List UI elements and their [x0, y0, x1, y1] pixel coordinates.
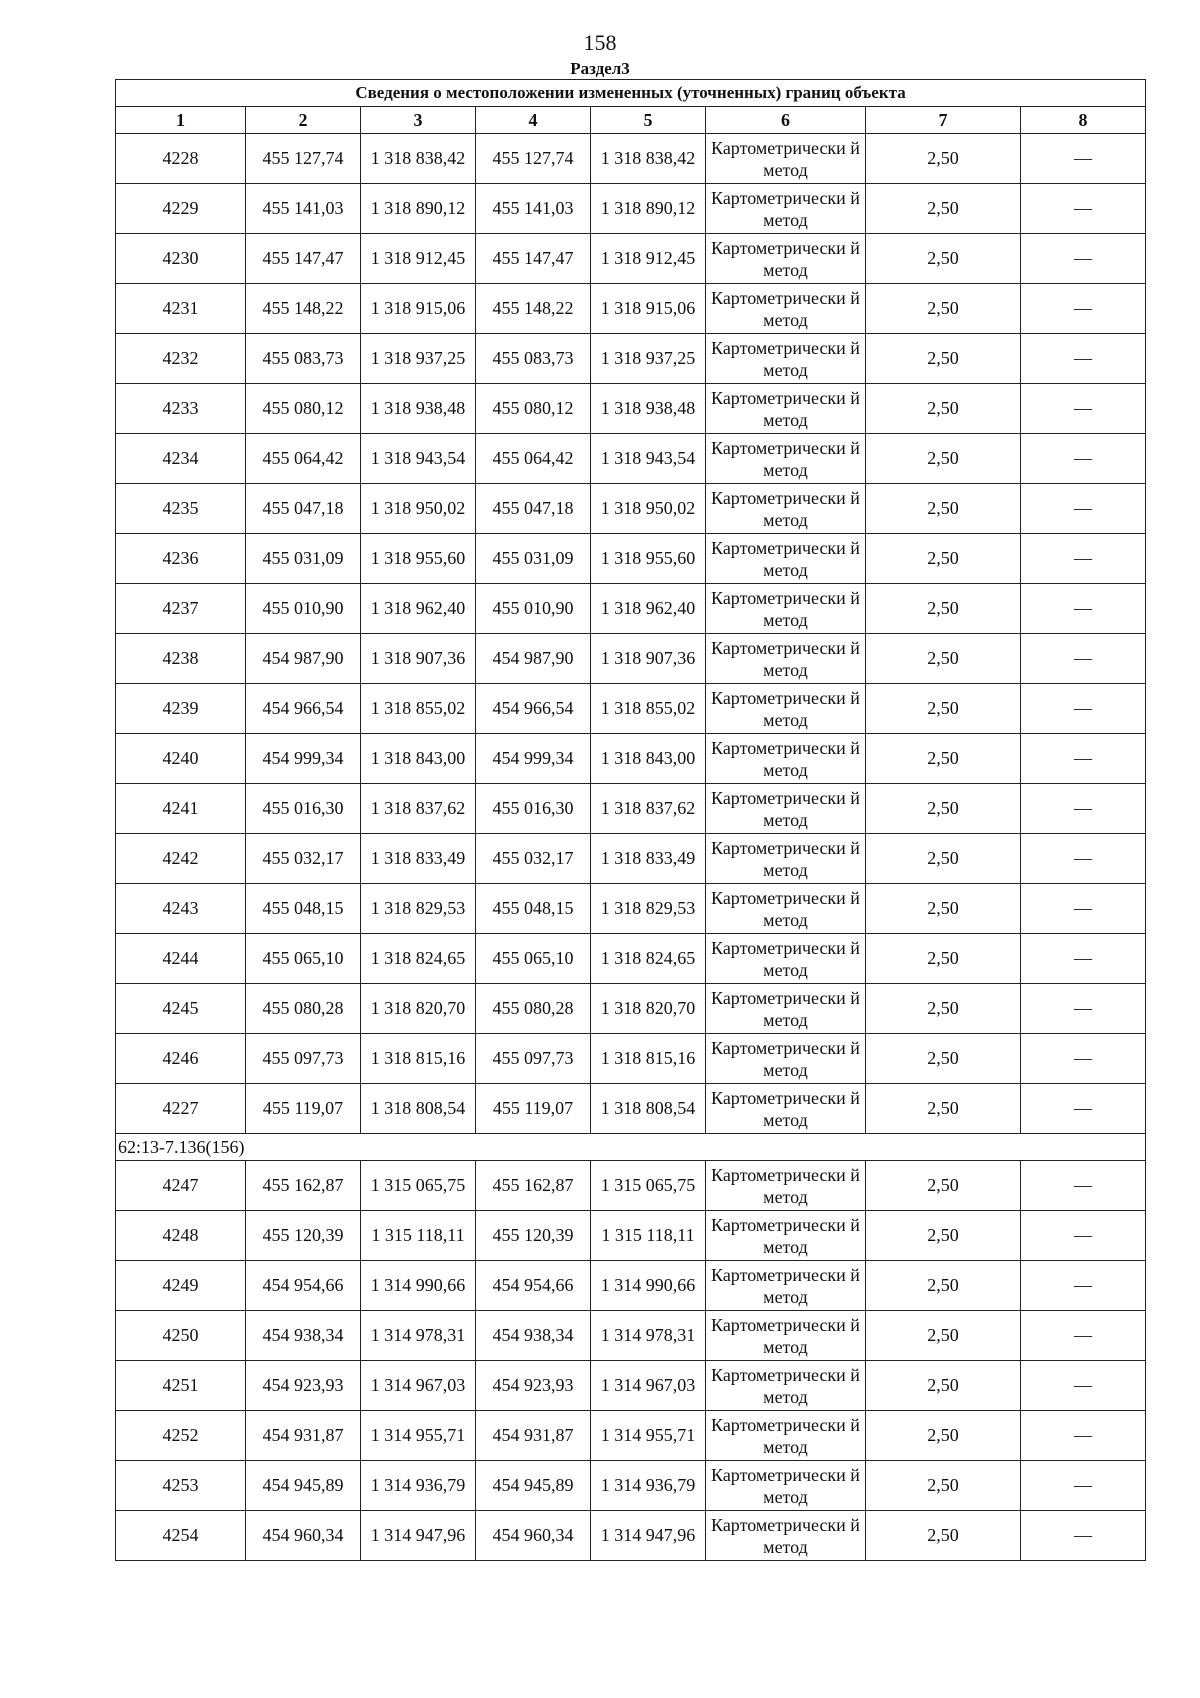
column-number-header: 3: [361, 107, 476, 134]
method-cell: Картометрически й метод: [706, 1034, 866, 1084]
y-old-cell: 1 315 065,75: [361, 1161, 476, 1211]
x-new-cell: 455 141,03: [476, 184, 591, 234]
method-cell: Картометрически й метод: [706, 584, 866, 634]
point-number-cell: 4229: [116, 184, 246, 234]
x-old-cell: 455 080,28: [246, 984, 361, 1034]
x-old-cell: 455 048,15: [246, 884, 361, 934]
y-new-cell: 1 318 950,02: [591, 484, 706, 534]
column-number-header: 6: [706, 107, 866, 134]
point-number-cell: 4239: [116, 684, 246, 734]
y-old-cell: 1 318 829,53: [361, 884, 476, 934]
precision-cell: 2,50: [866, 684, 1021, 734]
y-old-cell: 1 314 967,03: [361, 1361, 476, 1411]
precision-cell: 2,50: [866, 1461, 1021, 1511]
precision-cell: 2,50: [866, 484, 1021, 534]
y-new-cell: 1 318 855,02: [591, 684, 706, 734]
x-new-cell: 455 065,10: [476, 934, 591, 984]
column-number-header: 8: [1021, 107, 1146, 134]
y-new-cell: 1 318 912,45: [591, 234, 706, 284]
y-new-cell: 1 318 829,53: [591, 884, 706, 934]
point-number-cell: 4232: [116, 334, 246, 384]
description-cell: —: [1021, 534, 1146, 584]
x-new-cell: 455 048,15: [476, 884, 591, 934]
y-old-cell: 1 318 937,25: [361, 334, 476, 384]
description-cell: —: [1021, 384, 1146, 434]
method-cell: Картометрически й метод: [706, 634, 866, 684]
y-old-cell: 1 318 820,70: [361, 984, 476, 1034]
precision-cell: 2,50: [866, 884, 1021, 934]
y-old-cell: 1 314 947,96: [361, 1511, 476, 1561]
point-number-cell: 4238: [116, 634, 246, 684]
point-number-cell: 4249: [116, 1261, 246, 1311]
y-new-cell: 1 314 955,71: [591, 1411, 706, 1461]
x-new-cell: 455 064,42: [476, 434, 591, 484]
column-number-header: 2: [246, 107, 361, 134]
x-old-cell: 455 141,03: [246, 184, 361, 234]
method-cell: Картометрически й метод: [706, 234, 866, 284]
method-cell: Картометрически й метод: [706, 834, 866, 884]
y-old-cell: 1 318 938,48: [361, 384, 476, 434]
point-number-cell: 4254: [116, 1511, 246, 1561]
x-new-cell: 454 999,34: [476, 734, 591, 784]
table-row: [116, 434, 1146, 484]
point-number-cell: 4243: [116, 884, 246, 934]
table-row: [116, 484, 1146, 534]
y-new-cell: 1 318 915,06: [591, 284, 706, 334]
method-cell: Картометрически й метод: [706, 384, 866, 434]
description-cell: —: [1021, 1311, 1146, 1361]
y-old-cell: 1 318 890,12: [361, 184, 476, 234]
point-number-cell: 4247: [116, 1161, 246, 1211]
x-new-cell: 455 016,30: [476, 784, 591, 834]
y-new-cell: 1 318 815,16: [591, 1034, 706, 1084]
precision-cell: 2,50: [866, 334, 1021, 384]
description-cell: —: [1021, 684, 1146, 734]
method-cell: Картометрически й метод: [706, 284, 866, 334]
y-old-cell: 1 318 907,36: [361, 634, 476, 684]
description-cell: —: [1021, 134, 1146, 184]
method-cell: Картометрически й метод: [706, 334, 866, 384]
description-cell: —: [1021, 284, 1146, 334]
description-cell: —: [1021, 1261, 1146, 1311]
x-old-cell: 454 931,87: [246, 1411, 361, 1461]
table-row: [116, 1461, 1146, 1511]
description-cell: —: [1021, 1161, 1146, 1211]
point-number-cell: 4228: [116, 134, 246, 184]
description-cell: —: [1021, 184, 1146, 234]
precision-cell: 2,50: [866, 634, 1021, 684]
precision-cell: 2,50: [866, 134, 1021, 184]
y-old-cell: 1 314 978,31: [361, 1311, 476, 1361]
description-cell: —: [1021, 434, 1146, 484]
precision-cell: 2,50: [866, 1084, 1021, 1134]
x-new-cell: 455 097,73: [476, 1034, 591, 1084]
description-cell: —: [1021, 934, 1146, 984]
x-old-cell: 454 987,90: [246, 634, 361, 684]
x-old-cell: 455 127,74: [246, 134, 361, 184]
table-row: [116, 534, 1146, 584]
table-row: [116, 784, 1146, 834]
method-cell: Картометрически й метод: [706, 934, 866, 984]
x-new-cell: 455 083,73: [476, 334, 591, 384]
description-cell: —: [1021, 1411, 1146, 1461]
precision-cell: 2,50: [866, 384, 1021, 434]
precision-cell: 2,50: [866, 1411, 1021, 1461]
y-old-cell: 1 318 815,16: [361, 1034, 476, 1084]
table-row: [116, 1211, 1146, 1261]
x-new-cell: 455 162,87: [476, 1161, 591, 1211]
column-number-header: 4: [476, 107, 591, 134]
y-new-cell: 1 315 118,11: [591, 1211, 706, 1261]
x-new-cell: 455 147,47: [476, 234, 591, 284]
y-new-cell: 1 314 990,66: [591, 1261, 706, 1311]
x-old-cell: 454 960,34: [246, 1511, 361, 1561]
table-row: [116, 1261, 1146, 1311]
precision-cell: 2,50: [866, 1034, 1021, 1084]
point-number-cell: 4244: [116, 934, 246, 984]
x-old-cell: 455 119,07: [246, 1084, 361, 1134]
table-row: [116, 334, 1146, 384]
description-cell: —: [1021, 334, 1146, 384]
precision-cell: 2,50: [866, 1361, 1021, 1411]
description-cell: —: [1021, 1211, 1146, 1261]
x-new-cell: 454 945,89: [476, 1461, 591, 1511]
precision-cell: 2,50: [866, 984, 1021, 1034]
method-cell: Картометрически й метод: [706, 134, 866, 184]
y-new-cell: 1 318 824,65: [591, 934, 706, 984]
point-number-cell: 4253: [116, 1461, 246, 1511]
y-old-cell: 1 314 955,71: [361, 1411, 476, 1461]
y-old-cell: 1 318 838,42: [361, 134, 476, 184]
method-cell: Картометрически й метод: [706, 434, 866, 484]
precision-cell: 2,50: [866, 534, 1021, 584]
table-row: [116, 284, 1146, 334]
x-new-cell: 455 080,28: [476, 984, 591, 1034]
point-number-cell: 4227: [116, 1084, 246, 1134]
x-old-cell: 455 010,90: [246, 584, 361, 634]
table-row: [116, 634, 1146, 684]
point-number-cell: 4234: [116, 434, 246, 484]
x-new-cell: 455 127,74: [476, 134, 591, 184]
description-cell: —: [1021, 484, 1146, 534]
table-row: [116, 1084, 1146, 1134]
method-cell: Картометрически й метод: [706, 184, 866, 234]
y-new-cell: 1 314 967,03: [591, 1361, 706, 1411]
column-number-header: 7: [866, 107, 1021, 134]
x-old-cell: 455 097,73: [246, 1034, 361, 1084]
method-cell: Картометрически й метод: [706, 1461, 866, 1511]
column-number-header: 5: [591, 107, 706, 134]
method-cell: Картометрически й метод: [706, 1161, 866, 1211]
table-row: [116, 934, 1146, 984]
y-new-cell: 1 318 937,25: [591, 334, 706, 384]
method-cell: Картометрически й метод: [706, 1084, 866, 1134]
table-row: [116, 884, 1146, 934]
y-new-cell: 1 318 955,60: [591, 534, 706, 584]
precision-cell: 2,50: [866, 434, 1021, 484]
y-old-cell: 1 318 955,60: [361, 534, 476, 584]
point-number-cell: 4240: [116, 734, 246, 784]
x-old-cell: 455 148,22: [246, 284, 361, 334]
x-old-cell: 455 064,42: [246, 434, 361, 484]
y-new-cell: 1 315 065,75: [591, 1161, 706, 1211]
table-group-row: [116, 1134, 1146, 1161]
method-cell: Картометрически й метод: [706, 534, 866, 584]
x-new-cell: 454 931,87: [476, 1411, 591, 1461]
y-new-cell: 1 318 907,36: [591, 634, 706, 684]
table-row: [116, 1361, 1146, 1411]
x-new-cell: 455 010,90: [476, 584, 591, 634]
y-new-cell: 1 318 837,62: [591, 784, 706, 834]
description-cell: —: [1021, 1461, 1146, 1511]
y-new-cell: 1 318 890,12: [591, 184, 706, 234]
x-old-cell: 455 162,87: [246, 1161, 361, 1211]
column-number-header: 1: [116, 107, 246, 134]
method-cell: Картометрически й метод: [706, 1261, 866, 1311]
method-cell: Картометрически й метод: [706, 784, 866, 834]
x-old-cell: 454 966,54: [246, 684, 361, 734]
x-old-cell: 455 120,39: [246, 1211, 361, 1261]
description-cell: —: [1021, 834, 1146, 884]
precision-cell: 2,50: [866, 234, 1021, 284]
method-cell: Картометрически й метод: [706, 984, 866, 1034]
point-number-cell: 4233: [116, 384, 246, 434]
x-old-cell: 455 065,10: [246, 934, 361, 984]
precision-cell: 2,50: [866, 1511, 1021, 1561]
method-cell: Картометрически й метод: [706, 1211, 866, 1261]
x-new-cell: 455 148,22: [476, 284, 591, 334]
x-old-cell: 455 031,09: [246, 534, 361, 584]
description-cell: —: [1021, 1084, 1146, 1134]
y-new-cell: 1 318 808,54: [591, 1084, 706, 1134]
y-old-cell: 1 315 118,11: [361, 1211, 476, 1261]
x-old-cell: 455 080,12: [246, 384, 361, 434]
table-row: [116, 984, 1146, 1034]
table-row: [116, 684, 1146, 734]
table-row: [116, 1161, 1146, 1211]
column-number-row: [116, 107, 1146, 134]
y-new-cell: 1 318 962,40: [591, 584, 706, 634]
method-cell: Картометрически й метод: [706, 1361, 866, 1411]
x-old-cell: 455 032,17: [246, 834, 361, 884]
x-new-cell: 454 954,66: [476, 1261, 591, 1311]
table-row: [116, 1311, 1146, 1361]
precision-cell: 2,50: [866, 284, 1021, 334]
precision-cell: 2,50: [866, 1311, 1021, 1361]
table-row: [116, 1034, 1146, 1084]
y-new-cell: 1 314 978,31: [591, 1311, 706, 1361]
description-cell: —: [1021, 734, 1146, 784]
y-old-cell: 1 314 936,79: [361, 1461, 476, 1511]
y-new-cell: 1 318 943,54: [591, 434, 706, 484]
page-number: 158: [583, 30, 617, 55]
x-new-cell: 454 938,34: [476, 1311, 591, 1361]
precision-cell: 2,50: [866, 584, 1021, 634]
table-row: [116, 1511, 1146, 1561]
point-number-cell: 4236: [116, 534, 246, 584]
x-new-cell: 454 960,34: [476, 1511, 591, 1561]
description-cell: —: [1021, 984, 1146, 1034]
point-number-cell: 4242: [116, 834, 246, 884]
table-row: [116, 834, 1146, 884]
method-cell: Картометрически й метод: [706, 1411, 866, 1461]
y-old-cell: 1 318 962,40: [361, 584, 476, 634]
table-caption: Сведения о местоположении измененных (уточненных) границ объекта: [116, 80, 1146, 107]
y-new-cell: 1 318 843,00: [591, 734, 706, 784]
description-cell: —: [1021, 1511, 1146, 1561]
table-row: [116, 234, 1146, 284]
x-new-cell: 455 032,17: [476, 834, 591, 884]
point-number-cell: 4251: [116, 1361, 246, 1411]
description-cell: —: [1021, 884, 1146, 934]
x-new-cell: 455 119,07: [476, 1084, 591, 1134]
x-old-cell: 454 999,34: [246, 734, 361, 784]
method-cell: Картометрически й метод: [706, 684, 866, 734]
point-number-cell: 4231: [116, 284, 246, 334]
precision-cell: 2,50: [866, 734, 1021, 784]
table-row: [116, 184, 1146, 234]
point-number-cell: 4237: [116, 584, 246, 634]
x-new-cell: 454 966,54: [476, 684, 591, 734]
precision-cell: 2,50: [866, 934, 1021, 984]
y-old-cell: 1 318 843,00: [361, 734, 476, 784]
description-cell: —: [1021, 584, 1146, 634]
x-old-cell: 455 147,47: [246, 234, 361, 284]
y-new-cell: 1 318 938,48: [591, 384, 706, 434]
point-number-cell: 4245: [116, 984, 246, 1034]
x-new-cell: 454 923,93: [476, 1361, 591, 1411]
point-number-cell: 4241: [116, 784, 246, 834]
precision-cell: 2,50: [866, 1211, 1021, 1261]
x-old-cell: 454 923,93: [246, 1361, 361, 1411]
x-old-cell: 455 016,30: [246, 784, 361, 834]
method-cell: Картометрически й метод: [706, 484, 866, 534]
y-new-cell: 1 318 820,70: [591, 984, 706, 1034]
x-old-cell: 455 083,73: [246, 334, 361, 384]
description-cell: —: [1021, 1034, 1146, 1084]
x-old-cell: 454 945,89: [246, 1461, 361, 1511]
x-new-cell: 455 031,09: [476, 534, 591, 584]
section-title: Раздел3: [570, 59, 630, 78]
x-old-cell: 454 938,34: [246, 1311, 361, 1361]
y-new-cell: 1 314 936,79: [591, 1461, 706, 1511]
precision-cell: 2,50: [866, 1161, 1021, 1211]
y-new-cell: 1 318 838,42: [591, 134, 706, 184]
group-label: 62:13-7.136(156): [116, 1134, 1146, 1161]
y-old-cell: 1 318 855,02: [361, 684, 476, 734]
table-row: [116, 584, 1146, 634]
point-number-cell: 4250: [116, 1311, 246, 1361]
table-row: [116, 734, 1146, 784]
x-old-cell: 455 047,18: [246, 484, 361, 534]
y-old-cell: 1 318 837,62: [361, 784, 476, 834]
precision-cell: 2,50: [866, 1261, 1021, 1311]
y-new-cell: 1 318 833,49: [591, 834, 706, 884]
y-old-cell: 1 318 915,06: [361, 284, 476, 334]
point-number-cell: 4246: [116, 1034, 246, 1084]
y-old-cell: 1 318 950,02: [361, 484, 476, 534]
description-cell: —: [1021, 634, 1146, 684]
y-old-cell: 1 318 833,49: [361, 834, 476, 884]
y-old-cell: 1 318 824,65: [361, 934, 476, 984]
boundary-coordinates-table: [115, 79, 1146, 1561]
y-old-cell: 1 318 808,54: [361, 1084, 476, 1134]
point-number-cell: 4235: [116, 484, 246, 534]
description-cell: —: [1021, 784, 1146, 834]
y-old-cell: 1 318 912,45: [361, 234, 476, 284]
method-cell: Картометрически й метод: [706, 734, 866, 784]
point-number-cell: 4248: [116, 1211, 246, 1261]
table-row: [116, 134, 1146, 184]
x-new-cell: 455 080,12: [476, 384, 591, 434]
precision-cell: 2,50: [866, 184, 1021, 234]
method-cell: Картометрически й метод: [706, 1311, 866, 1361]
point-number-cell: 4230: [116, 234, 246, 284]
y-old-cell: 1 314 990,66: [361, 1261, 476, 1311]
precision-cell: 2,50: [866, 784, 1021, 834]
table-row: [116, 1411, 1146, 1461]
description-cell: —: [1021, 1361, 1146, 1411]
method-cell: Картометрически й метод: [706, 1511, 866, 1561]
y-old-cell: 1 318 943,54: [361, 434, 476, 484]
point-number-cell: 4252: [116, 1411, 246, 1461]
method-cell: Картометрически й метод: [706, 884, 866, 934]
table-body: [116, 134, 1146, 1561]
x-new-cell: 455 120,39: [476, 1211, 591, 1261]
description-cell: —: [1021, 234, 1146, 284]
y-new-cell: 1 314 947,96: [591, 1511, 706, 1561]
x-old-cell: 454 954,66: [246, 1261, 361, 1311]
x-new-cell: 454 987,90: [476, 634, 591, 684]
x-new-cell: 455 047,18: [476, 484, 591, 534]
table-row: [116, 384, 1146, 434]
precision-cell: 2,50: [866, 834, 1021, 884]
